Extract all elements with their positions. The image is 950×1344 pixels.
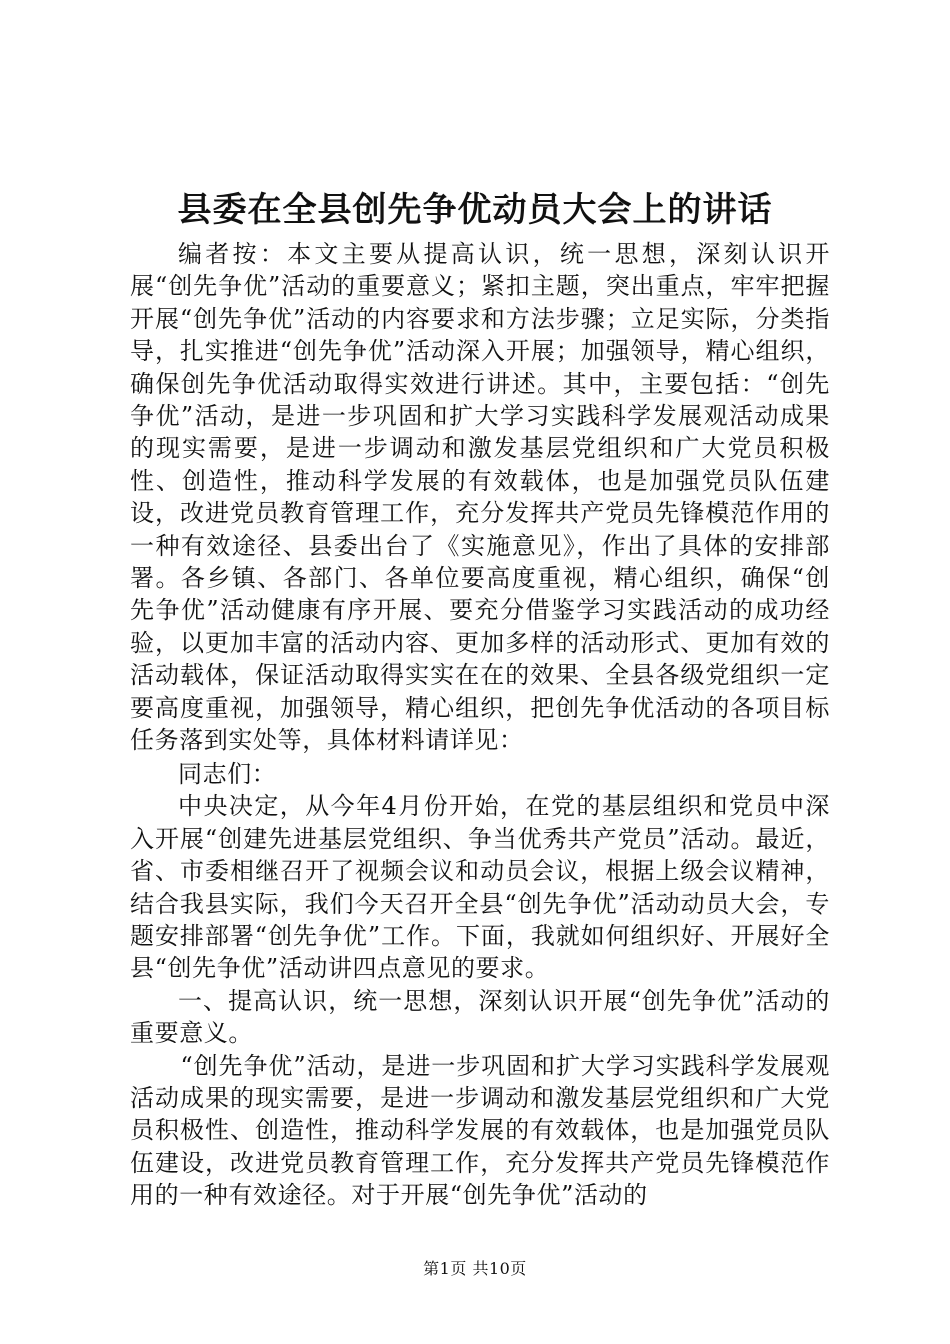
greeting: 同志们： xyxy=(178,760,277,788)
page-number-footer: 第1页 共10页 xyxy=(423,1259,527,1278)
document-title: 县委在全县创先争优动员大会上的讲话 xyxy=(177,190,773,230)
editor-note-paragraph: 编者按：本文主要从提高认识，统一思想，深刻认识开展“创先争优”活动的重要意义；紧扣主题，突出重点，牢牢把握开展“创先争优”活动的内容要求和方法步骤；立足实际，分类指导，扎实推进“创先争优”活动深入开展；加强领导，精心组织，确保创先争优活动取得实效进行讲述。其中，主要包括：“创先争优”活动，是进一步巩固和扩大学习实践科学发展观活动成果的现实需要，是进一步调动和激发基层党组织和广大党员积极性、创造性，推动科学发展的有效载体，也是加强党员队伍建设，改进党员教育管理工作，充分发挥共产党员先锋模范作用的一种有效途径、县委出台了《实施意见》，作出了具体的安排部署。各乡镇、各部门、各单位要高度重视，精心组织，确保“创先争优”活动健康有序开展、要充分借鉴学习实践活动的成功经验，以更加丰富的活动内容、更加多样的活动形式、更加有效的活动载体，保证活动取得实实在在的效果、全县各级党组织一定要高度重视，加强领导，精心组织，把创先争优活动的各项目标任务落到实处等，具体材料请详见： xyxy=(130,240,830,755)
editor-note xyxy=(130,238,830,757)
speech-paragraph-1: 中央决定，从今年4月份开始，在党的基层组织和党员中深入开展“创建先进基层党组织、争当优秀共产党员”活动。最近，省、市委相继召开了视频会议和动员会议，根据上级会议精神，结合我县实际，我们今天召开全县“创先争优”活动动员大会，专题安排部署“创先争优”工作。下面，我就如何组织好、开展好全县“创先争优”活动讲四点意见的要求。 xyxy=(130,792,830,983)
speech-paragraph-2: “创先争优”活动，是进一步巩固和扩大学习实践科学发展观活动成果的现实需要，是进一步调动和激发基层党组织和广大党员积极性、创造性，推动科学发展的有效载体，也是加强党员队伍建设，改进党员教育管理工作，充分发挥共产党员先锋模范作用的一种有效途径。对于开展“创先争优”活动的 xyxy=(130,1051,830,1210)
section-heading-1: 一、提高认识，统一思想，深刻认识开展“创先争优”活动的重要意义。 xyxy=(130,986,830,1048)
speech-body xyxy=(130,758,830,1212)
